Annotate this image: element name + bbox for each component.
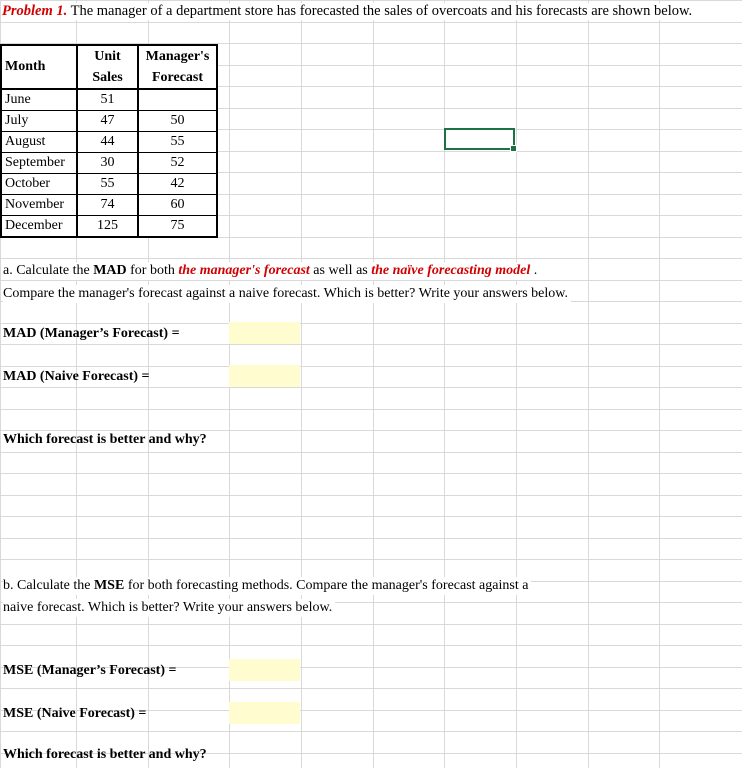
forecast-cell[interactable]: 52 [138, 153, 217, 174]
forecast-cell[interactable]: 75 [138, 216, 217, 238]
mad-naive-answer-cell[interactable] [229, 365, 300, 387]
forecast-cell[interactable]: 60 [138, 195, 217, 216]
forecast-header-line2: Forecast [151, 70, 204, 85]
sales-cell[interactable]: 74 [77, 195, 138, 216]
month-cell[interactable]: December [1, 216, 77, 238]
sales-cell[interactable]: 55 [77, 174, 138, 195]
table-row [1, 111, 217, 132]
forecast-header[interactable] [138, 45, 217, 89]
part-a-mid: for both [126, 263, 179, 278]
sales-cell[interactable]: 30 [77, 153, 138, 174]
part-a-as: as well as [309, 263, 372, 278]
forecast-cell[interactable]: 50 [138, 111, 217, 132]
mse-manager-label: MSE (Manager’s Forecast) = [3, 663, 177, 678]
mad-manager-answer-cell[interactable] [229, 322, 300, 344]
sales-table [0, 44, 218, 238]
table-header-row [1, 45, 217, 89]
forecast-cell[interactable]: 42 [138, 174, 217, 195]
table-row [1, 195, 217, 216]
sales-cell[interactable]: 125 [77, 216, 138, 238]
month-cell[interactable]: June [1, 89, 77, 111]
selected-cell[interactable] [444, 128, 515, 150]
part-a-manager-forecast: the manager's forecast [178, 263, 310, 278]
part-b-line1 [3, 577, 531, 595]
sales-cell[interactable]: 47 [77, 111, 138, 132]
table-row [1, 174, 217, 195]
part-b-which-label: Which forecast is better and why? [3, 747, 207, 762]
part-a-prefix: a. Calculate the [3, 263, 94, 278]
part-a-line1 [3, 262, 540, 280]
mse-naive-answer-cell[interactable] [229, 702, 300, 724]
mse-naive-label: MSE (Naive Forecast) = [3, 706, 147, 721]
table-row [1, 153, 217, 174]
part-a-naive-model: the naïve forecasting model [371, 263, 531, 278]
month-cell[interactable]: September [1, 153, 77, 174]
table-row [1, 216, 217, 238]
part-a-end: . [530, 263, 538, 278]
problem-label: Problem 1. [2, 3, 68, 19]
table-row [1, 132, 217, 153]
month-header[interactable]: Month [1, 45, 77, 89]
part-a-which-label: Which forecast is better and why? [3, 432, 207, 447]
problem-text: The manager of a department store has forecasted the sales of overcoats and his forecasts are shown below. [67, 3, 693, 19]
part-a-line2: Compare the manager's forecast against a naive forecast. Which is better? Write your answers below. [3, 285, 571, 303]
month-cell[interactable]: October [1, 174, 77, 195]
forecast-header-line1: Manager's [145, 49, 210, 64]
unit-sales-header-line2: Sales [92, 70, 123, 85]
sales-cell[interactable]: 44 [77, 132, 138, 153]
month-cell[interactable]: November [1, 195, 77, 216]
unit-sales-header[interactable] [77, 45, 138, 89]
forecast-cell[interactable]: 55 [138, 132, 217, 153]
mse-manager-answer-cell[interactable] [229, 659, 300, 681]
problem-title [2, 3, 696, 20]
part-b-prefix: b. Calculate the [3, 578, 94, 593]
forecast-cell[interactable] [138, 89, 217, 111]
part-b-line2: naive forecast. Which is better? Write your answers below. [3, 599, 335, 617]
unit-sales-header-line1: Unit [94, 49, 121, 64]
part-a-mad: MAD [93, 263, 127, 278]
mad-naive-label: MAD (Naive Forecast) = [3, 369, 150, 384]
mad-manager-label: MAD (Manager’s Forecast) = [3, 326, 180, 341]
part-b-rest: for both forecasting methods. Compare the manager's forecast against a [124, 578, 529, 593]
month-cell[interactable]: August [1, 132, 77, 153]
fill-handle[interactable] [510, 145, 517, 152]
table-row [1, 89, 217, 111]
sales-cell[interactable]: 51 [77, 89, 138, 111]
month-cell[interactable]: July [1, 111, 77, 132]
part-b-mse: MSE [93, 578, 125, 593]
